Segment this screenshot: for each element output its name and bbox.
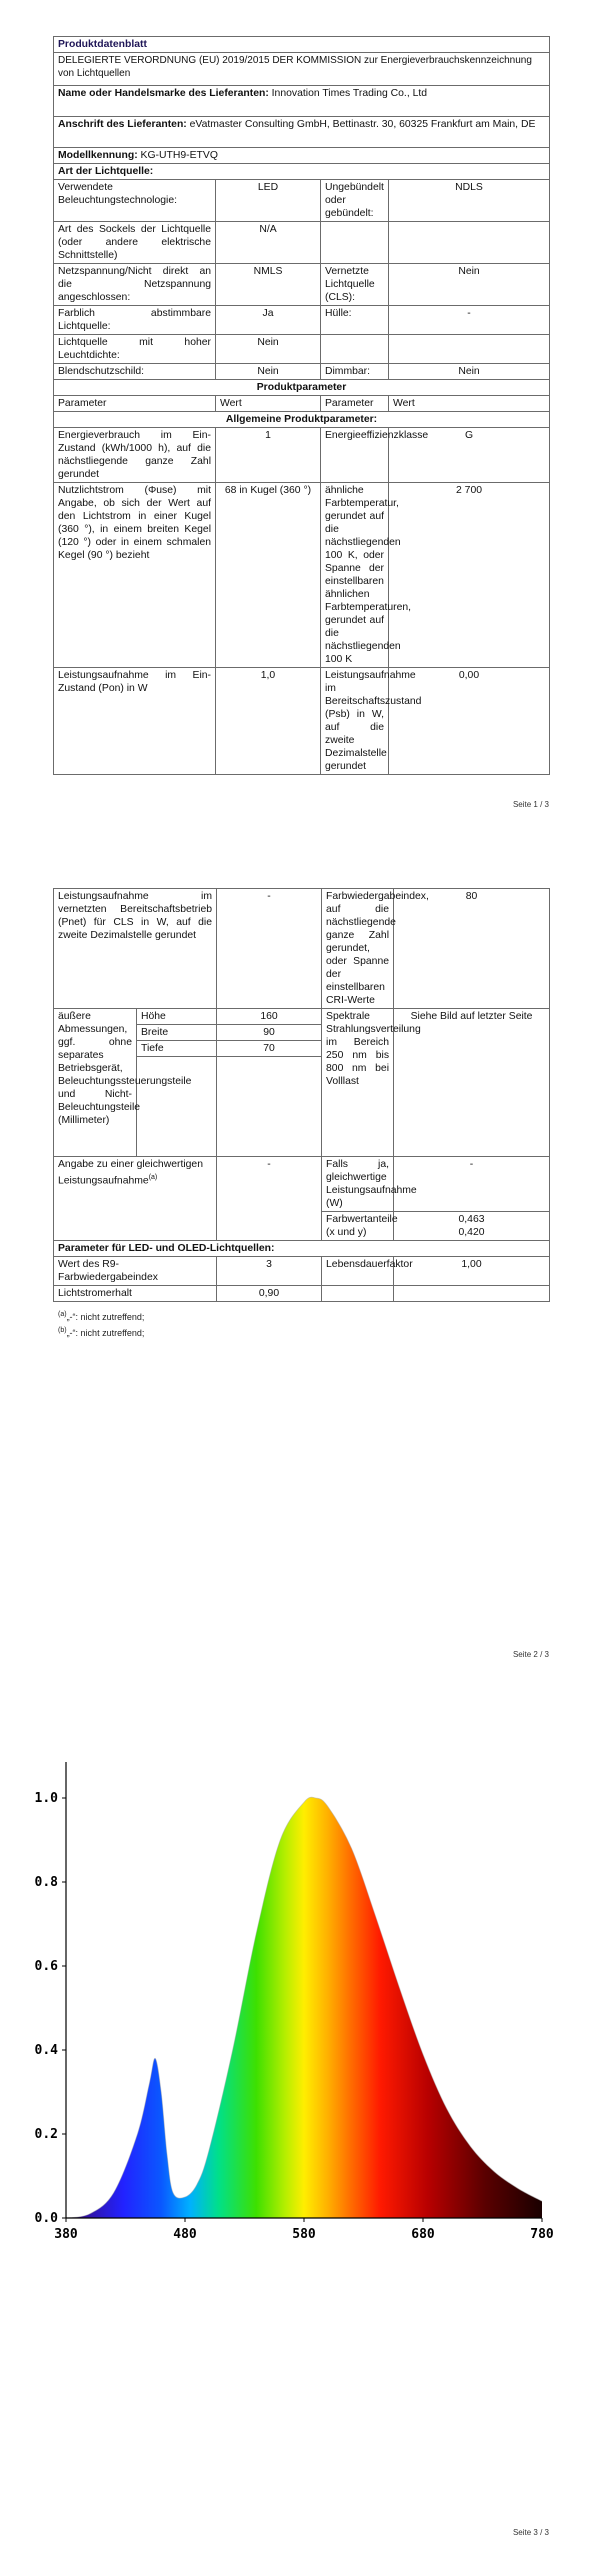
address-value: eVatmaster Consulting GmbH, Bettinastr. 30, 60325 Frankfurt am Main, DE	[189, 119, 536, 130]
footnote-b-text: „-“: nicht zutreffend;	[66, 1328, 145, 1338]
type-label-right: Dimmbar:	[321, 364, 389, 380]
col-param-header: Parameter	[54, 396, 216, 412]
type-label-right: Ungebündelt oder gebündelt:	[321, 180, 389, 222]
spectral-distribution-chart	[0, 1740, 603, 2260]
general-value-right: 2 700	[389, 483, 550, 668]
type-row	[54, 180, 550, 222]
type-label: Blendschutzschild:	[54, 364, 216, 380]
type-label-right: Vernetzte Lichtquelle (CLS):	[321, 264, 389, 306]
equiv-value: -	[217, 1157, 322, 1241]
equiv-power-value: -	[394, 1157, 550, 1212]
dim-name: Höhe	[137, 1009, 217, 1025]
life-label: Lebensdauerfaktor	[322, 1257, 394, 1286]
type-value: Nein	[216, 335, 321, 364]
r9-value: 3	[217, 1257, 322, 1286]
dim-value: 90	[217, 1025, 322, 1041]
general-row	[54, 668, 550, 775]
supplier-value: Innovation Times Trading Co., Ltd	[271, 88, 428, 99]
dim-value: 160	[217, 1009, 322, 1025]
model-value: KG-UTH9-ETVQ	[140, 150, 218, 161]
equiv-row	[54, 1157, 550, 1212]
general-value: 1	[216, 428, 321, 483]
maint-label: Lichtstromerhalt	[54, 1286, 217, 1302]
chroma-x: 0,463	[458, 1214, 485, 1225]
address-label: Anschrift des Lieferanten:	[58, 119, 187, 130]
datasheet-table-2	[53, 888, 550, 1302]
cls-value: -	[217, 889, 322, 1009]
general-label: Nutzlichtstrom (Φuse) mit Angabe, ob sich der Wert auf den Lichtstrom in einer Kugel (360 °), in einem breiten Kegel (120 °) oder in einem schmalen Kegel (90 °) bezieht	[54, 483, 216, 668]
general-label: Energieverbrauch im Ein-Zustand (kWh/1000 h), auf die nächstliegende ganze Zahl gerundet	[54, 428, 216, 483]
general-value-right: 0,00	[389, 668, 550, 775]
type-row	[54, 222, 550, 264]
maint-value: 0,90	[217, 1286, 322, 1302]
type-row	[54, 335, 550, 364]
type-value: NMLS	[216, 264, 321, 306]
page-title: Produktdatenblatt	[54, 37, 550, 53]
type-row	[54, 306, 550, 335]
r9-row	[54, 1257, 550, 1286]
type-value-right: Nein	[389, 364, 550, 380]
chroma-y: 0,420	[458, 1227, 485, 1238]
chroma-label: Farbwertanteile (x und y)	[322, 1212, 394, 1241]
cls-row	[54, 889, 550, 1009]
footnote-a: $^{(a)}$„-“: nicht zutreffend;	[58, 1311, 145, 1322]
page-2	[0, 840, 603, 1680]
spectral-value: Siehe Bild auf letzter Seite	[394, 1009, 550, 1157]
type-label: Verwendete Beleuchtungstechnologie:	[54, 180, 216, 222]
datasheet-table-1	[53, 36, 550, 775]
type-label-right: Hülle:	[321, 306, 389, 335]
footnote-a-text: „-“: nicht zutreffend;	[66, 1312, 145, 1322]
type-value: Ja	[216, 306, 321, 335]
y-tick-label: 1.0	[34, 1791, 58, 1806]
empty-cell	[137, 1057, 217, 1157]
dims-label: äußere Abmessungen, ggf. ohne separates Betriebsgerät, Beleuchtungssteuerungsteile und Nicht-Beleuchtungsteile (Millimeter)	[54, 1009, 137, 1157]
col-value-header: Wert	[389, 396, 550, 412]
empty-cell	[394, 1286, 550, 1302]
address-row	[54, 117, 550, 148]
x-tick-label: 480	[173, 2227, 197, 2242]
type-label-right	[321, 335, 389, 364]
equiv-label: Angabe zu einer gleichwertigen Leistungsaufnahme	[58, 1159, 203, 1187]
type-value: N/A	[216, 222, 321, 264]
x-tick-label: 780	[530, 2227, 554, 2242]
x-tick-label: 380	[54, 2227, 78, 2242]
supplier-label: Name oder Handelsmarke des Lieferanten:	[58, 88, 269, 99]
type-label-right	[321, 222, 389, 264]
spectral-label: Spektrale Strahlungsverteilung im Bereich 250 nm bis 800 nm bei Volllast	[322, 1009, 394, 1157]
page-number: Seite 1 / 3	[512, 800, 549, 809]
footnote-b: $^{(b)}$„-“: nicht zutreffend;	[58, 1327, 145, 1338]
y-tick-label: 0.8	[34, 1875, 58, 1890]
y-tick-label: 0.4	[34, 2043, 58, 2058]
spectrum-area	[66, 1797, 542, 2218]
general-row	[54, 483, 550, 668]
model-label: Modellkennung:	[58, 150, 138, 161]
empty-cell	[322, 1286, 394, 1302]
cls-label: Leistungsaufnahme im vernetzten Bereitschaftsbetrieb (Pnet) für CLS in W, auf die zweite Dezimalstelle gerundet	[54, 889, 217, 1009]
page-1	[0, 0, 603, 840]
general-row	[54, 428, 550, 483]
chroma-values	[394, 1212, 550, 1241]
equiv-power-label: Falls ja, gleichwertige Leistungsaufnahme (W)	[322, 1157, 394, 1212]
dims-row	[54, 1009, 550, 1025]
general-label-right: ähnliche Farbtemperatur, gerundet auf die nächstliegenden 100 K, oder Spanne der einstellbaren ähnlichen Farbtemperaturen, gerundet auf die nächstliegenden 100 K	[321, 483, 389, 668]
general-value: 1,0	[216, 668, 321, 775]
type-value-right: Nein	[389, 264, 550, 306]
x-tick-label: 680	[411, 2227, 435, 2242]
cri-value: 80	[394, 889, 550, 1009]
type-value-right: -	[389, 306, 550, 335]
page-number: Seite 3 / 3	[512, 2528, 549, 2537]
empty-cell	[217, 1057, 322, 1157]
type-value: LED	[216, 180, 321, 222]
type-value-right: NDLS	[389, 180, 550, 222]
led-params-heading: Parameter für LED- und OLED-Lichtquellen:	[54, 1241, 550, 1257]
general-value-right: G	[389, 428, 550, 483]
col-value-header: Wert	[216, 396, 321, 412]
type-row	[54, 264, 550, 306]
general-label-right: Leistungsaufnahme im Bereitschaftszustand (Psb) in W, auf die zweite Dezimalstelle gerundet	[321, 668, 389, 775]
col-param-header: Parameter	[321, 396, 389, 412]
life-value: 1,00	[394, 1257, 550, 1286]
type-label: Lichtquelle mit hoher Leuchtdichte:	[54, 335, 216, 364]
type-label: Farblich abstimmbare Lichtquelle:	[54, 306, 216, 335]
type-value-right	[389, 335, 550, 364]
supplier-row	[54, 86, 550, 117]
page-number: Seite 2 / 3	[512, 1650, 549, 1659]
r9-label: Wert des R9-Farbwiedergabeindex	[54, 1257, 217, 1286]
page-3	[0, 1680, 603, 2560]
y-tick-label: 0.0	[34, 2211, 58, 2226]
params-heading: Produktparameter	[54, 380, 550, 396]
dim-name: Breite	[137, 1025, 217, 1041]
equiv-footnote-ref: (a)	[148, 1174, 158, 1181]
type-value-right	[389, 222, 550, 264]
general-label-right: Energieeffizienzklasse	[321, 428, 389, 483]
column-header-row	[54, 396, 550, 412]
dim-value: 70	[217, 1041, 322, 1057]
y-tick-label: 0.2	[34, 2127, 58, 2142]
maint-row	[54, 1286, 550, 1302]
general-params-heading: Allgemeine Produktparameter:	[54, 412, 550, 428]
general-value: 68 in Kugel (360 °)	[216, 483, 321, 668]
dim-name: Tiefe	[137, 1041, 217, 1057]
general-label: Leistungsaufnahme im Ein-Zustand (Pon) in W	[54, 668, 216, 775]
regulation-text: DELEGIERTE VERORDNUNG (EU) 2019/2015 DER KOMMISSION zur Energieverbrauchskennzeichnung von Lichtquellen	[54, 53, 550, 86]
equiv-label-cell	[54, 1157, 217, 1241]
y-tick-label: 0.6	[34, 1959, 58, 1974]
type-label: Art des Sockels der Lichtquelle (oder andere elektrische Schnittstelle)	[54, 222, 216, 264]
type-section-heading: Art der Lichtquelle:	[54, 164, 550, 180]
type-row	[54, 364, 550, 380]
cri-label: Farbwiedergabeindex, auf die nächstliegende ganze Zahl gerundet, oder Spanne der einstellbaren CRI-Werte	[322, 889, 394, 1009]
model-row	[54, 148, 550, 164]
type-label: Netzspannung/Nicht direkt an die Netzspannung angeschlossen:	[54, 264, 216, 306]
x-tick-label: 580	[292, 2227, 316, 2242]
type-value: Nein	[216, 364, 321, 380]
